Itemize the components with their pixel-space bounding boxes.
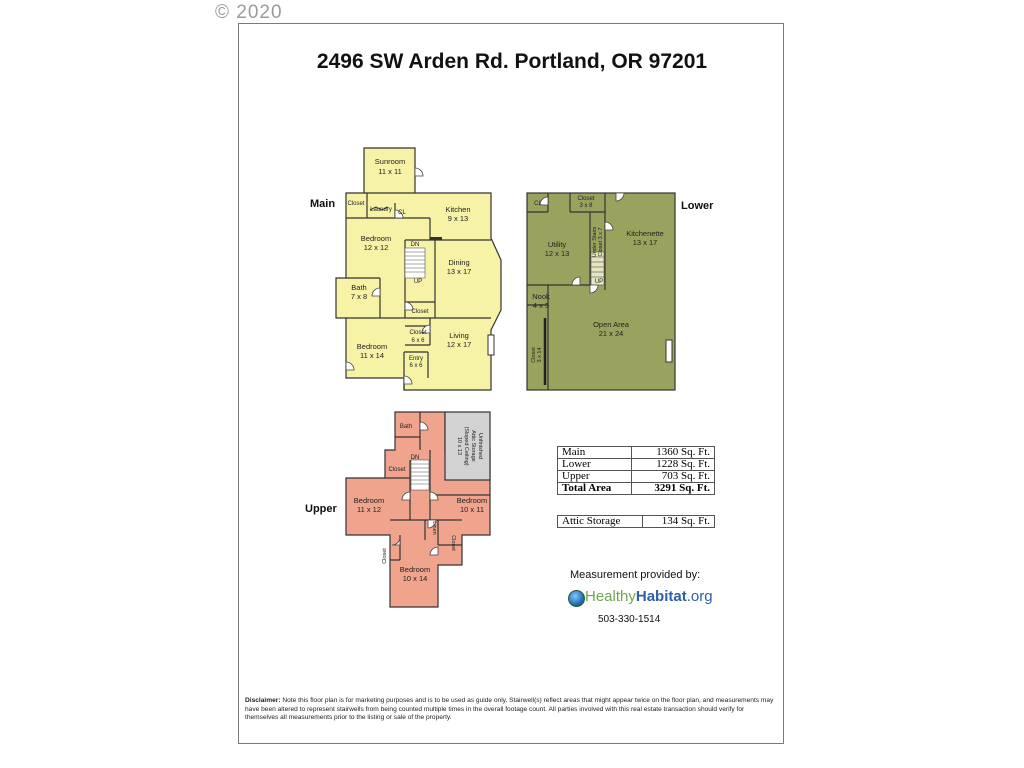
page-title: 2496 SW Arden Rd. Portland, OR 97201 bbox=[316, 50, 708, 73]
room-name-living: Living bbox=[449, 331, 469, 340]
room-dim-bath-main: 7 x 8 bbox=[350, 292, 368, 301]
attic-label-line1: Unfinished bbox=[477, 433, 483, 459]
stair-label-dn-main: DN bbox=[410, 242, 420, 248]
table-row bbox=[558, 459, 715, 471]
room-dim-bedroom-main-2: 11 x 14 bbox=[359, 351, 385, 360]
room-dim-living: 12 x 17 bbox=[446, 340, 472, 349]
sqft-value: 1360 Sq. Ft. bbox=[632, 447, 715, 459]
room-name-bedroom-upper-2: Bedroom bbox=[456, 496, 488, 505]
room-dim-bedroom-upper-1: 11 x 12 bbox=[356, 505, 382, 514]
level-label-upper: Upper bbox=[305, 503, 337, 515]
door-swing-icon bbox=[415, 168, 423, 176]
room-dim-under-stairs: Closet 3 x 7 bbox=[598, 227, 604, 257]
room-dim-bedroom-upper-2: 10 x 11 bbox=[459, 505, 485, 514]
room-dim-nook: 4 x 5 bbox=[532, 301, 550, 310]
attic-storage-table bbox=[557, 515, 715, 528]
room-name-cl-lower: CL bbox=[534, 201, 542, 207]
room-dim-kitchen: 9 x 13 bbox=[447, 214, 469, 223]
stair-label-dn-upper: DN bbox=[410, 455, 420, 461]
room-dim-sunroom: 11 x 11 bbox=[378, 167, 402, 176]
logo-text bbox=[585, 588, 713, 605]
room-name-kitchen: Kitchen bbox=[445, 205, 471, 214]
room-name-closet-upper-2: Closet bbox=[382, 548, 388, 564]
room-dim-closet-main-3: 6 x 6 bbox=[411, 338, 425, 344]
room-name-closet-lower: Closet bbox=[577, 196, 595, 202]
room-name-closet-upper: Closet bbox=[388, 467, 406, 473]
measurement-credit: Measurement provided by: bbox=[570, 569, 701, 581]
table-row bbox=[558, 447, 715, 459]
sqft-value: 1228 Sq. Ft. bbox=[632, 459, 715, 471]
room-name-nook: Nook bbox=[532, 292, 550, 301]
sqft-total-value: 3291 Sq. Ft. bbox=[632, 483, 715, 495]
room-name-laundry: Laundry bbox=[370, 207, 392, 213]
level-label-main: Main bbox=[310, 198, 336, 210]
table-row bbox=[558, 516, 715, 528]
table-row bbox=[558, 471, 715, 483]
room-name-closet-lower-2: Closet bbox=[531, 347, 537, 363]
room-dim-closet-lower: 3 x 8 bbox=[579, 203, 593, 209]
attic-storage-label: Attic Storage bbox=[558, 516, 643, 528]
room-name-dining: Dining bbox=[448, 258, 470, 267]
stair-label-up-main: UP bbox=[413, 279, 423, 285]
room-dim-kitchenette: 13 x 17 bbox=[632, 238, 658, 247]
room-name-kitchenette: Kitchenette bbox=[626, 229, 664, 238]
phone-number: 503-330-1514 bbox=[598, 614, 661, 625]
room-name-bedroom-upper-3: Bedroom bbox=[399, 565, 431, 574]
room-name-bedroom-upper-1: Bedroom bbox=[353, 496, 385, 505]
room-name-closet-main-3: Closet bbox=[409, 330, 427, 336]
room-name-bedroom-main-2: Bedroom bbox=[356, 342, 388, 351]
room-name-under-stairs: Under Stairs bbox=[592, 226, 598, 258]
copyright-watermark: © 2020 bbox=[215, 2, 283, 23]
attic-label-line2: Attic Storage bbox=[470, 430, 476, 462]
logo-healthy: Healthy bbox=[585, 588, 636, 605]
room-name-bath-upper: Bath bbox=[399, 424, 413, 430]
stair-label-up-lower: UP bbox=[594, 279, 604, 285]
square-footage-table bbox=[557, 446, 715, 495]
room-name-sunroom: Sunroom bbox=[374, 157, 406, 166]
room-name-entry: Entry bbox=[408, 356, 424, 362]
attic-storage-value: 134 Sq. Ft. bbox=[642, 516, 714, 528]
sqft-value: 703 Sq. Ft. bbox=[632, 471, 715, 483]
disclaimer-text: Note this floor plan is for marketing purposes and is to be used as guide only. Stairwell(s) reflect areas that might appear twice on the floor plan, and measurements may have been altered to represent stairwells from being counted multiple times in the overall footage count. All parties involved with this real estate transaction should verify for themselves all measurements prior to the listing or sale of the property. bbox=[245, 697, 774, 722]
room-name-utility: Utility bbox=[547, 240, 567, 249]
room-dim-entry: 6 x 6 bbox=[409, 363, 423, 369]
healthy-habitat-logo bbox=[568, 588, 713, 610]
room-name-closet-main: Closet bbox=[347, 201, 365, 207]
disclaimer bbox=[245, 697, 779, 723]
sqft-label: Upper bbox=[558, 471, 632, 483]
room-name-bath-main: Bath bbox=[351, 283, 367, 292]
attic-label-dim: 10 x 13 bbox=[456, 436, 462, 456]
room-name-cl-main: CL bbox=[398, 210, 406, 216]
attic-label-line3: (Sloped Ceiling) bbox=[463, 426, 469, 466]
globe-icon bbox=[568, 590, 585, 607]
room-dim-open-area: 21 x 24 bbox=[598, 329, 624, 338]
room-name-linen: Linen bbox=[431, 521, 437, 535]
room-name-bedroom-main-1: Bedroom bbox=[360, 234, 392, 243]
sqft-label: Main bbox=[558, 447, 632, 459]
room-dim-dining: 13 x 17 bbox=[446, 267, 472, 276]
logo-org: .org bbox=[686, 588, 713, 605]
table-row-total bbox=[558, 483, 715, 495]
room-name-closet-main-2: Closet bbox=[411, 309, 429, 315]
room-dim-bedroom-main-1: 12 x 12 bbox=[363, 243, 389, 252]
room-dim-bedroom-upper-3: 10 x 14 bbox=[402, 574, 428, 583]
level-label-lower: Lower bbox=[681, 200, 714, 212]
room-name-open-area: Open Area bbox=[593, 320, 629, 329]
disclaimer-label: Disclaimer: bbox=[245, 697, 281, 704]
sqft-label: Lower bbox=[558, 459, 632, 471]
sqft-total-label: Total Area bbox=[558, 483, 632, 495]
room-name-closet-upper-3: Closet bbox=[450, 535, 456, 551]
logo-habitat: Habitat bbox=[635, 588, 687, 605]
room-dim-utility: 12 x 13 bbox=[544, 249, 570, 258]
room-dim-closet-lower-2: 3 x 14 bbox=[537, 347, 543, 363]
